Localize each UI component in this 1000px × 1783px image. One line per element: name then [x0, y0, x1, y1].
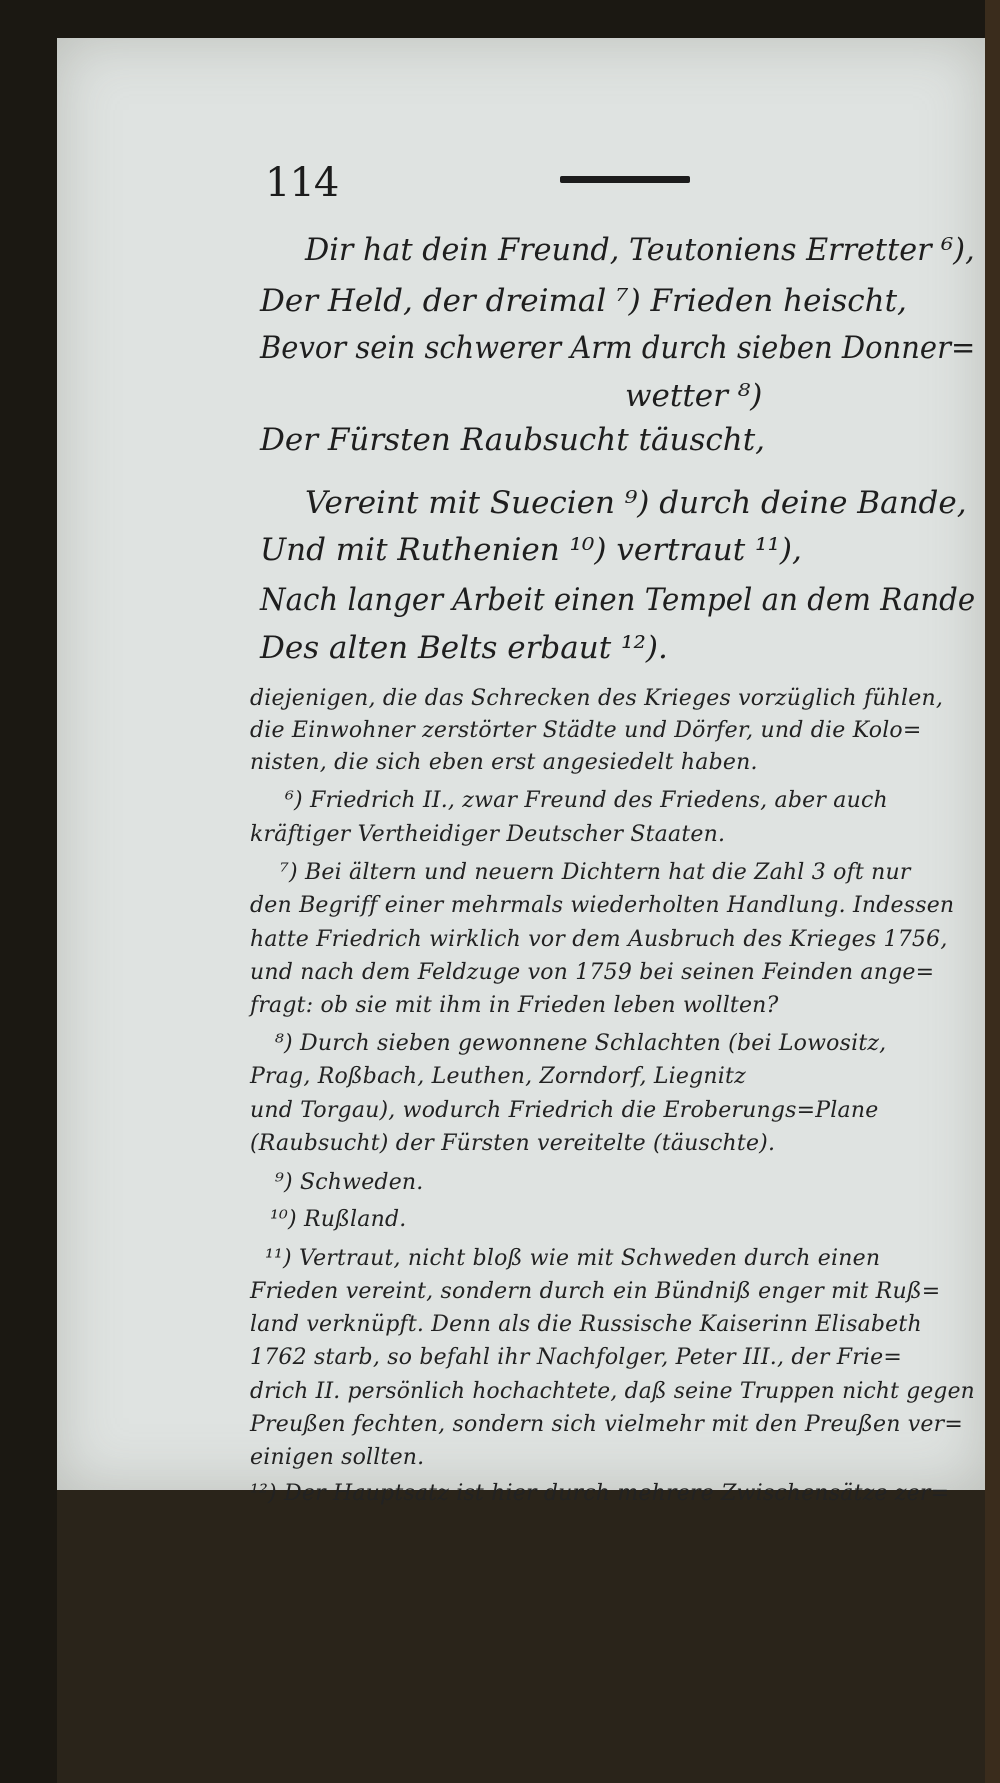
footnote-line: kräftiger Vertheidiger Deutscher Staaten. — [250, 822, 726, 847]
footnote-line: ¹⁰) Rußland. — [270, 1207, 407, 1232]
footnote-line: die Einwohner zerstörter Städte und Dörfer, und die Kolo= — [250, 718, 922, 743]
verse-line: Der Held, der dreimal ⁷) Frieden heischt, — [260, 283, 907, 319]
footnote-line: diejenigen, die das Schrecken des Krieges vorzüglich fühlen, — [250, 686, 944, 711]
footnote-line: ¹¹) Vertraut, nicht bloß wie mit Schweden durch einen — [265, 1246, 881, 1271]
verse-line: Vereint mit Suecien ⁹) durch deine Bande, — [305, 485, 967, 521]
poem-stanza — [0, 0, 1000, 700]
verse-line: wetter ⁸) — [625, 378, 763, 414]
footnote-line: ⁷) Bei ältern und neuern Dichtern hat die Zahl 3 oft nur — [280, 860, 911, 885]
footnote-line: (Raubsucht) der Fürsten vereitelte (täuschte). — [250, 1131, 776, 1156]
footnote-line: ⁶) Friedrich II., zwar Freund des Friedens, aber auch — [285, 788, 888, 813]
footnote-line: ¹²) Der Hauptsatz ist hier durch mehrere Zwischensätze zer= — [250, 1481, 950, 1506]
footnote-line: und Torgau), wodurch Friedrich die Eroberungs=Plane — [250, 1098, 879, 1123]
footnote-line: ⁸) Durch sieben gewonnene Schlachten (bei Lowositz, — [275, 1031, 887, 1056]
footnote-line: und nach dem Feldzuge von 1759 bei seinen Feinden ange= — [250, 960, 935, 985]
footnote-line: land verknüpft. Denn als die Russische Kaiserinn Elisabeth — [250, 1312, 922, 1337]
footnote-line: Preußen fechten, sondern sich vielmehr mit den Preußen ver= — [250, 1412, 964, 1437]
footnote-line: Frieden vereint, sondern durch ein Bündniß enger mit Ruß= — [250, 1279, 941, 1304]
verse-line: Nach langer Arbeit einen Tempel an dem Rande — [260, 582, 976, 618]
footnote-line: Prag, Roßbach, Leuthen, Zorndorf, Liegnitz — [250, 1064, 746, 1089]
footnote-line: hatte Friedrich wirklich vor dem Ausbruch des Krieges 1756, — [250, 927, 948, 952]
footnote-line: nisten, die sich eben erst angesiedelt haben. — [250, 750, 758, 775]
verse-line: Dir hat dein Freund, Teutoniens Erretter ⁶), — [305, 232, 975, 268]
footnote-line: einigen sollten. — [250, 1445, 425, 1470]
page-number: 114 — [265, 160, 339, 206]
footnote-line: 1762 starb, so befahl ihr Nachfolger, Peter III., der Frie= — [250, 1345, 903, 1370]
verse-line: Bevor sein schwerer Arm durch sieben Donner= — [260, 330, 976, 366]
footnote-line: den Begriff einer mehrmals wiederholten Handlung. Indessen — [250, 893, 955, 918]
verse-line: Des alten Belts erbaut ¹²). — [260, 630, 668, 666]
page-bottom-edge — [57, 1490, 985, 1783]
footnote-line: fragt: ob sie mit ihm in Frieden leben wollten? — [250, 993, 779, 1018]
footnote-line: drich II. persönlich hochachtete, daß seine Truppen nicht gegen — [250, 1379, 975, 1404]
footnote-line: ⁹) Schweden. — [275, 1170, 424, 1195]
verse-line: Der Fürsten Raubsucht täuscht, — [260, 422, 766, 458]
verse-line: Und mit Ruthenien ¹⁰) vertraut ¹¹), — [260, 532, 802, 568]
